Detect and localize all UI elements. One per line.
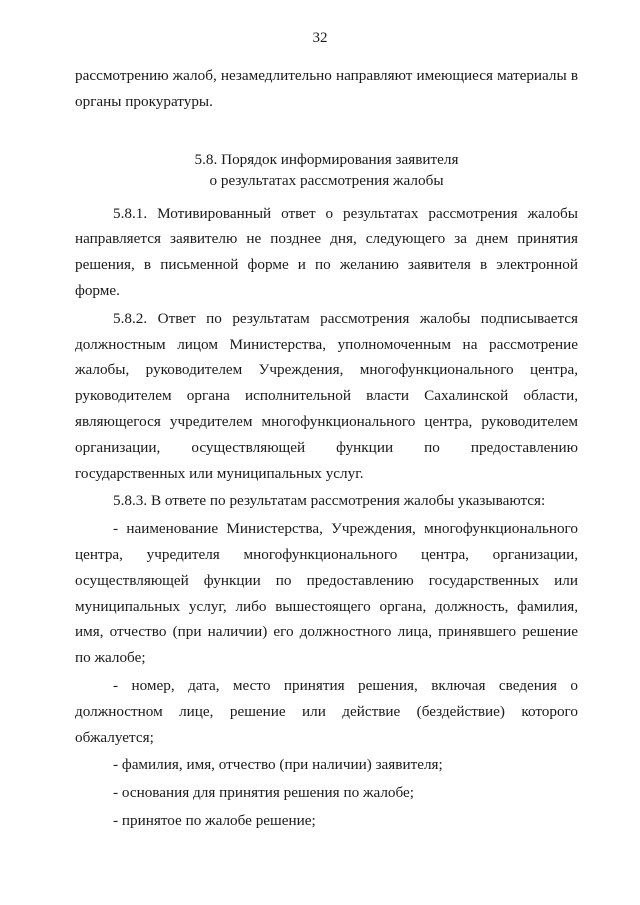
section-heading-line-1: 5.8. Порядок информирования заявителя (194, 150, 459, 168)
list-item: - принятое по жалобе решение; (113, 811, 316, 829)
list-item: - номер, дата, место принятия решения, включая сведения о должностном лице, решение или действие (бездействие) которого обжалуется; (75, 676, 578, 746)
section-heading (75, 149, 578, 191)
paragraph-5-8-2: 5.8.2. Ответ по результатам рассмотрения жалобы подписывается должностным лицом Министерства, уполномоченным на рассмотрение жалобы, руководителем Учреждения, многофункционального центра, руководителем органа исполнительной власти Сахалинской области, являющегося учредителем многофункционального центра, руководителем организации, осуществляющей функции по предоставлению государственных или муниципальных услуг. (75, 309, 578, 482)
document-body (75, 63, 578, 834)
section-heading-line-2: о результатах рассмотрения жалобы (209, 171, 444, 189)
list-item: - основания для принятия решения по жалобе; (113, 784, 414, 802)
paragraph-5-8-1: 5.8.1. Мотивированный ответ о результатах рассмотрения жалобы направляется заявителю не позднее дня, следующего за днем принятия решения, в письменной форме и по желанию заявителя в электронной форме. (75, 204, 578, 299)
page-number: 32 (312, 30, 328, 46)
list-item: - фамилия, имя, отчество (при наличии) заявителя; (113, 756, 443, 774)
list-item: - наименование Министерства, Учреждения, многофункционального центра, учредителя многофункционального центра, организации, осуществляющей функции по предоставлению государственных или муниципальных услуг, либо вышестоящего органа, должность, фамилия, имя, отчество (при наличии) его должностного лица, принявшего решение по жалобе; (75, 520, 578, 667)
paragraph-intro: рассмотрению жалоб, незамедлительно направляют имеющиеся материалы в органы прокуратуры. (75, 67, 578, 110)
paragraph-5-8-3: 5.8.3. В ответе по результатам рассмотрения жалобы указываются: (113, 492, 546, 510)
